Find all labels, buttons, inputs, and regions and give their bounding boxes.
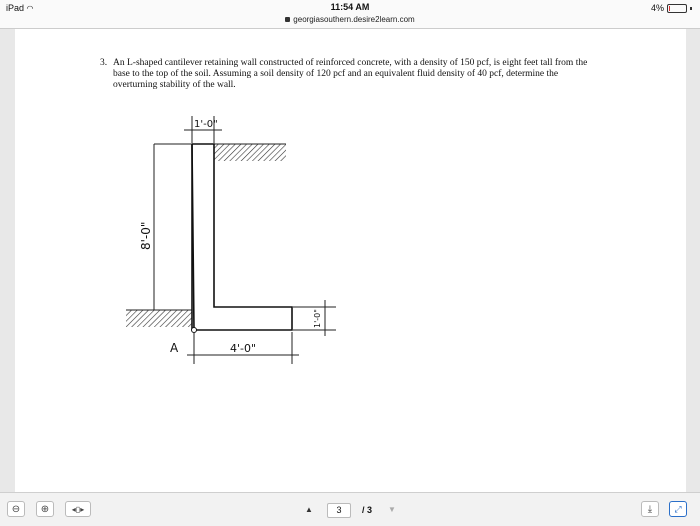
prev-page-button[interactable] [305, 505, 313, 514]
fit-width-icon: ◂▯▸ [71, 504, 85, 514]
status-time: 11:54 AM [330, 2, 370, 12]
next-page-button[interactable] [388, 505, 396, 514]
down-arrow-icon: ▼ [388, 505, 396, 514]
page-total: / 3 [362, 505, 373, 515]
zoom-out-button[interactable] [7, 501, 25, 517]
problem-text: An L-shaped cantilever retaining wall constructed of reinforced concrete, with a density of 150 pcf, is eight feet tall from the base to the top of the soil. Assuming a soil density of 120 pcf and an equivalent fluid density of 40 pcf, determine the overturning stability of the wall. [113, 58, 588, 90]
dim-top-label: 1'-0" [194, 119, 218, 130]
pdf-toolbar [0, 492, 700, 526]
dim-height-label: 8'-0" [139, 221, 153, 250]
point-a-label: A [170, 341, 179, 355]
soil-hatch-right [214, 144, 286, 161]
fit-width-button[interactable] [65, 501, 91, 517]
page-number-input[interactable]: 3 [327, 503, 351, 518]
wall-outline [192, 144, 292, 330]
problem-number: 3. [100, 58, 108, 68]
zoom-in-icon: ⊕ [40, 503, 50, 515]
fullscreen-icon: ⤢ [674, 503, 682, 514]
device-name: iPad [6, 3, 25, 13]
wifi-icon: ◠ [26, 4, 34, 13]
zoom-in-button[interactable] [36, 501, 54, 517]
dim-base-label: 4'-0" [230, 342, 257, 355]
download-button[interactable] [641, 501, 659, 517]
up-arrow-icon: ▲ [305, 505, 313, 514]
zoom-out-icon: ⊖ [11, 503, 21, 515]
download-icon: ⤓ [647, 503, 653, 515]
dim-toe-label: 1'-0" [313, 309, 322, 328]
battery-percent: 4% [650, 3, 664, 13]
url-text: georgiasouthern.desire2learn.com [293, 15, 415, 24]
point-a-marker [192, 328, 197, 333]
fullscreen-button[interactable] [669, 501, 687, 517]
soil-hatch-left [126, 310, 192, 327]
